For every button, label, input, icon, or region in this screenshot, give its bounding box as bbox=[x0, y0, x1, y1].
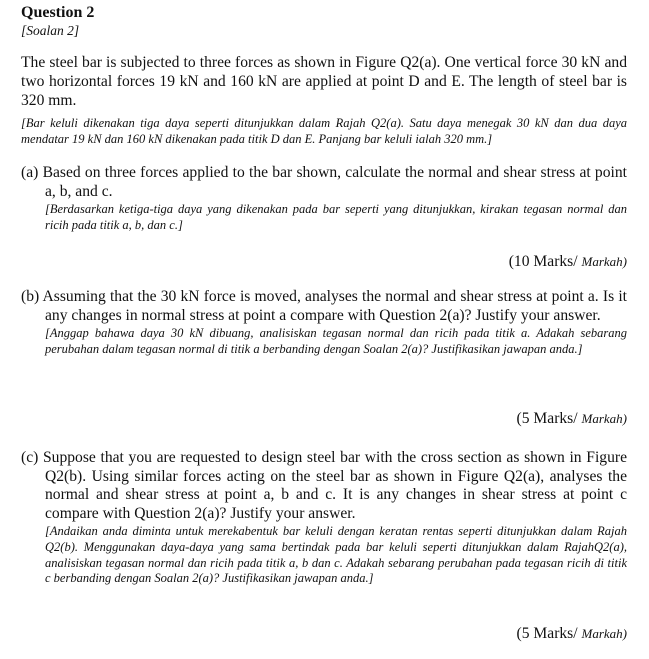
part-a-english bbox=[21, 164, 627, 201]
part-a-label: (a) bbox=[21, 164, 39, 181]
part-b-marks bbox=[517, 410, 627, 428]
part-b-marks-my: Markah) bbox=[581, 411, 627, 426]
intro-malay: [Bar keluli dikenakan tiga daya seperti ditunjukkan dalam Rajah Q2(a). Satu daya menegak 30 kN dan dua daya mendatar 19 kN dan 160 kN dikenakan pada titik D dan E. Panjang bar keluli ialah 320 mm.] bbox=[21, 116, 627, 146]
part-c-malay: [Andaikan anda diminta untuk merekabentuk bar keluli dengan keratan rentas seperti ditunjukkan dalam Rajah Q2(b). Menggunakan daya-daya yang sama bertindak pada bar keluli seperti ditunjukkan dalam RajahQ2(a), analisiskan tegasan normal dan ricih pada titik a, b dan c. Adakah sebarang perubahan pada tegasan ricih di titik c berbanding dengan Soalan 2(a)? Justifikasikan jawapan anda.] bbox=[45, 524, 627, 586]
part-a-marks bbox=[509, 253, 627, 271]
part-c-english bbox=[21, 449, 627, 523]
part-a-text: Based on three forces applied to the bar shown, calculate the normal and shear stress at point a, b, and c. bbox=[42, 164, 627, 200]
part-b-label: (b) bbox=[21, 288, 40, 305]
part-a-malay: [Berdasarkan ketiga-tiga daya yang dikenakan pada bar seperti yang ditunjukkan, kirakan tegasan normal dan ricih pada titik a, b, dan c.] bbox=[45, 202, 627, 232]
part-c-label: (c) bbox=[21, 449, 39, 466]
part-c-marks bbox=[517, 625, 627, 643]
part-c bbox=[21, 449, 627, 587]
part-c-marks-en: (5 Marks/ bbox=[516, 625, 578, 642]
part-a bbox=[21, 164, 627, 234]
part-b-malay: [Anggap bahawa daya 30 kN dibuang, analisiskan tegasan normal dan ricih pada titik a. Adakah sebarang perubahan dalam tegasan normal di titik a berbanding dengan Soalan 2(a)? Justifikasikan jawapan anda.] bbox=[45, 326, 627, 356]
part-b bbox=[21, 288, 627, 358]
part-c-text: Suppose that you are requested to design steel bar with the cross section as shown in Figure Q2(b). Using similar forces acting on the steel bar as shown in Figure Q2(a), analyses the normal and shear stress at point a, b and c. It is any changes in shear stress at point c compare with Question 2(a)? Justify your answer. bbox=[42, 449, 627, 522]
part-b-marks-en: (5 Marks/ bbox=[516, 410, 578, 427]
part-a-marks-my: Markah) bbox=[581, 254, 627, 269]
part-c-marks-my: Markah) bbox=[581, 626, 627, 641]
part-a-marks-en: (10 Marks/ bbox=[508, 253, 578, 270]
part-b-text: Assuming that the 30 kN force is moved, analyses the normal and shear stress at point a. Is it any changes in normal stress at point a compare with Question 2(a)? Justify your answer. bbox=[42, 288, 627, 324]
question-subtitle: [Soalan 2] bbox=[21, 23, 80, 38]
question-title: Question 2 bbox=[21, 4, 95, 21]
part-b-english bbox=[21, 288, 627, 325]
intro-english: The steel bar is subjected to three forces as shown in Figure Q2(a). One vertical force 30 kN and two horizontal forces 19 kN and 160 kN are applied at point D and E. The length of steel bar is 320 mm. bbox=[21, 54, 627, 109]
